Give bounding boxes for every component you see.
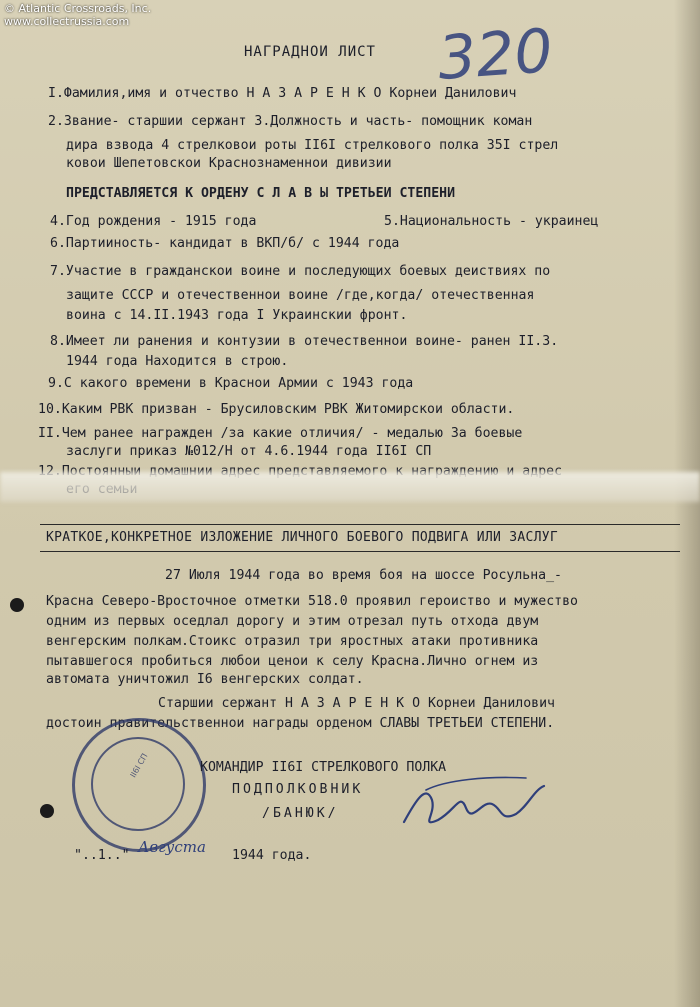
field-11-previous-awards: II.Чем ранее награжден /за какие отличия/ - медалью За боевые	[38, 426, 523, 441]
narrative-line-1: 27 Июля 1944 года во время боя на шоссе Росульна_-	[165, 568, 562, 583]
field-1-name: I.Фамилия,имя и отчество Н А З А Р Е Н К О Корнеи Данилович	[48, 86, 517, 101]
field-5-nationality: 5.Национальность - украинец	[384, 214, 599, 229]
document-title: НАГРАДНОИ ЛИСТ	[243, 44, 376, 60]
field-8-continuation: 1944 года Находится в строю.	[66, 354, 289, 369]
field-2-continuation: дира взвода 4 стрелковои роты II6I стрелкового полка 35I стрел	[66, 138, 559, 153]
redacted-area	[0, 472, 700, 502]
date-day: "..1.."	[74, 848, 130, 863]
field-2-rank-position: 2.Звание- старшии сержант 3.Должность и часть- помощник коман	[48, 114, 533, 129]
award-nomination-line: ПРЕДСТАВЛЯЕТСЯ К ОРДЕНУ С Л А В Ы ТРЕТЬЕИ СТЕПЕНИ	[66, 186, 456, 201]
field-7-war-participation: 7.Участие в гражданскои воине и последующих боевых деиствиях по	[50, 264, 551, 279]
handwritten-document-number: 320	[435, 16, 555, 94]
watermark-line-1: © Atlantic Crossroads, Inc.	[4, 2, 152, 15]
narrative-line-6: автомата уничтожил I6 венгерских солдат.	[46, 672, 364, 687]
field-4-birth-year: 4.Год рождения - 1915 года	[50, 214, 257, 229]
field-7-continuation-2: воина с 14.II.1943 года I Украинскии фронт.	[66, 308, 408, 323]
binder-hole-upper	[10, 598, 24, 612]
section-heading-text: КРАТКОЕ,КОНКРЕТНОЕ ИЗЛОЖЕНИЕ ЛИЧНОГО БОЕВОГО ПОДВИГА ИЛИ ЗАСЛУГ	[46, 530, 558, 545]
paper-edge-shadow	[674, 0, 700, 1007]
commander-name: /БАНЮК/	[262, 806, 339, 821]
narrative-section-heading	[40, 524, 680, 552]
commander-rank: ПОДПОЛКОВНИК	[232, 782, 364, 797]
commander-title: КОМАНДИР II6I СТРЕЛКОВОГО ПОЛКА	[200, 760, 447, 775]
field-9-service-start: 9.С какого времени в Краснои Армии с 1943 года	[48, 376, 414, 391]
field-7-continuation: защите СССР и отечественнои воине /где,когда/ отечественная	[66, 288, 535, 303]
field-11-continuation: заслуги приказ №012/Н от 4.6.1944 года II6I СП	[66, 444, 432, 459]
narrative-line-8: достоин правительственнои награды орденом СЛАВЫ ТРЕТЬЕИ СТЕПЕНИ.	[46, 716, 555, 731]
official-round-stamp	[72, 718, 206, 852]
date-year: 1944 года.	[232, 848, 312, 863]
narrative-line-4: венгерским полкам.Стоикс отразил три яростных атаки противника	[46, 634, 539, 649]
copyright-watermark	[4, 2, 151, 28]
binder-hole-lower	[40, 804, 54, 818]
field-8-wounds: 8.Имеет ли ранения и контузии в отечественнои воине- ранен II.3.	[50, 334, 559, 349]
narrative-line-7: Старшии сержант Н А З А Р Е Н К О Корнеи Данилович	[158, 696, 555, 711]
field-2-continuation-2: ковои Шепетовскои Краснознаменнои дивизии	[66, 156, 392, 171]
narrative-line-5: пытавшегося пробиться любои ценои к селу Красна.Лично огнем из	[46, 654, 539, 669]
handwritten-signature	[396, 770, 556, 840]
watermark-line-2: www.collectrussia.com	[4, 15, 130, 28]
date-month-handwritten: Августа	[138, 838, 206, 856]
stamp-seal-lettering: II6I СП	[128, 751, 150, 780]
field-6-party: 6.Партииность- кандидат в ВКП/б/ с 1944 года	[50, 236, 400, 251]
narrative-line-3: одним из первых оседлал дорогу и этим отрезал путь отхода двум	[46, 614, 539, 629]
field-10-draft-office: 10.Каким РВК призван - Брусиловским РВК Житомирскои области.	[38, 402, 515, 417]
narrative-line-2: Красна Северо-Вросточное отметки 518.0 проявил героиство и мужество	[46, 594, 578, 609]
